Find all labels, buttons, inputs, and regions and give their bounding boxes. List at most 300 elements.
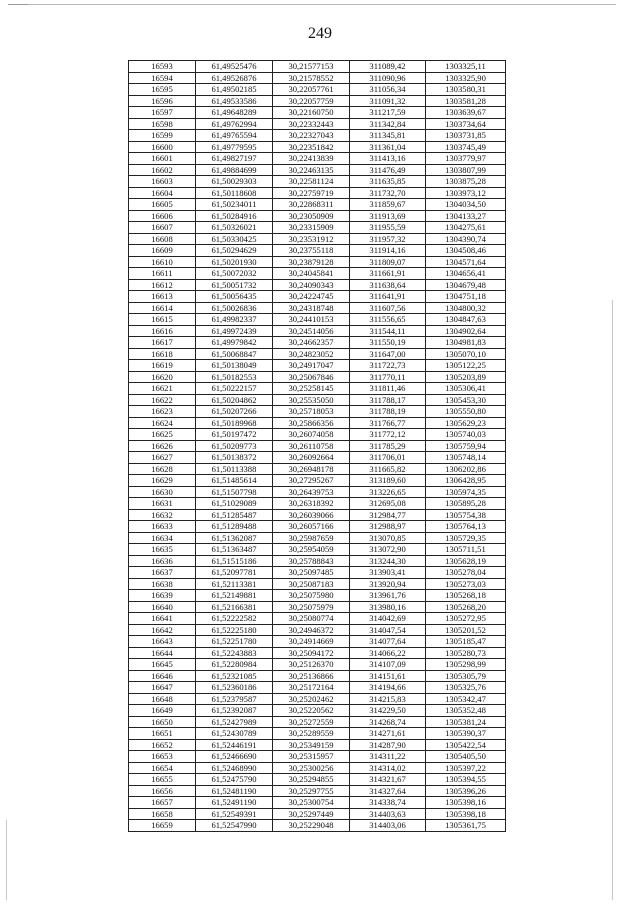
table-row [129, 348, 506, 360]
longitude-cell: 30,25954059 [273, 544, 350, 556]
longitude-cell: 30,26057166 [273, 521, 350, 533]
table-row [129, 486, 506, 498]
point-number-cell: 16646 [129, 670, 196, 682]
table-row [129, 337, 506, 349]
longitude-cell: 30,22351842 [273, 141, 350, 153]
x-coordinate-cell: 311638,64 [350, 279, 426, 291]
table-row [129, 417, 506, 429]
x-coordinate-cell: 314107,09 [350, 659, 426, 671]
y-coordinate-cell: 1305201,52 [426, 624, 506, 636]
latitude-cell: 61,52360186 [196, 682, 273, 694]
y-coordinate-cell: 1303731,85 [426, 130, 506, 142]
point-number-cell: 16606 [129, 210, 196, 222]
point-number-cell: 16655 [129, 774, 196, 786]
x-coordinate-cell: 311766,77 [350, 417, 426, 429]
latitude-cell: 61,50182553 [196, 371, 273, 383]
y-coordinate-cell: 1304571,64 [426, 256, 506, 268]
y-coordinate-cell: 1305398,16 [426, 797, 506, 809]
latitude-cell: 61,52321085 [196, 670, 273, 682]
point-number-cell: 16619 [129, 360, 196, 372]
point-number-cell: 16621 [129, 383, 196, 395]
table-row [129, 498, 506, 510]
x-coordinate-cell: 312988,97 [350, 521, 426, 533]
table-row [129, 624, 506, 636]
y-coordinate-cell: 1304981,83 [426, 337, 506, 349]
longitude-cell: 30,22327043 [273, 130, 350, 142]
y-coordinate-cell: 1305422,54 [426, 739, 506, 751]
latitude-cell: 61,52547990 [196, 820, 273, 832]
latitude-cell: 61,51515186 [196, 555, 273, 567]
table-row [129, 463, 506, 475]
table-row [129, 210, 506, 222]
y-coordinate-cell: 1303734,64 [426, 118, 506, 130]
x-coordinate-cell: 311089,42 [350, 61, 426, 73]
table-row [129, 61, 506, 73]
latitude-cell: 61,52430789 [196, 728, 273, 740]
table-row [129, 256, 506, 268]
latitude-cell: 61,50201930 [196, 256, 273, 268]
y-coordinate-cell: 1305550,80 [426, 406, 506, 418]
y-coordinate-cell: 1305398,18 [426, 808, 506, 820]
point-number-cell: 16654 [129, 762, 196, 774]
point-number-cell: 16623 [129, 406, 196, 418]
x-coordinate-cell: 313189,60 [350, 475, 426, 487]
x-coordinate-cell: 311722,73 [350, 360, 426, 372]
x-coordinate-cell: 314229,50 [350, 705, 426, 717]
table-row [129, 360, 506, 372]
longitude-cell: 30,25300754 [273, 797, 350, 809]
x-coordinate-cell: 311641,91 [350, 291, 426, 303]
x-coordinate-cell: 314268,74 [350, 716, 426, 728]
longitude-cell: 30,24917047 [273, 360, 350, 372]
longitude-cell: 30,24914669 [273, 636, 350, 648]
y-coordinate-cell: 1305306,41 [426, 383, 506, 395]
y-coordinate-cell: 1305361,75 [426, 820, 506, 832]
point-number-cell: 16651 [129, 728, 196, 740]
point-number-cell: 16644 [129, 647, 196, 659]
y-coordinate-cell: 1303581,28 [426, 95, 506, 107]
point-number-cell: 16648 [129, 693, 196, 705]
longitude-cell: 30,22463135 [273, 164, 350, 176]
latitude-cell: 61,50068847 [196, 348, 273, 360]
y-coordinate-cell: 1305273,03 [426, 578, 506, 590]
point-number-cell: 16613 [129, 291, 196, 303]
y-coordinate-cell: 1305711,51 [426, 544, 506, 556]
y-coordinate-cell: 1304902,64 [426, 325, 506, 337]
longitude-cell: 30,26318392 [273, 498, 350, 510]
latitude-cell: 61,50284916 [196, 210, 273, 222]
x-coordinate-cell: 311913,69 [350, 210, 426, 222]
latitude-cell: 61,52392087 [196, 705, 273, 717]
latitude-cell: 61,51362087 [196, 532, 273, 544]
point-number-cell: 16641 [129, 613, 196, 625]
table-row [129, 406, 506, 418]
point-number-cell: 16600 [129, 141, 196, 153]
latitude-cell: 61,52379587 [196, 693, 273, 705]
point-number-cell: 16610 [129, 256, 196, 268]
point-number-cell: 16617 [129, 337, 196, 349]
longitude-cell: 30,23315909 [273, 222, 350, 234]
table-row [129, 739, 506, 751]
y-coordinate-cell: 1306202,86 [426, 463, 506, 475]
x-coordinate-cell: 311635,85 [350, 176, 426, 188]
longitude-cell: 30,25297449 [273, 808, 350, 820]
x-coordinate-cell: 314151,61 [350, 670, 426, 682]
x-coordinate-cell: 314311,22 [350, 751, 426, 763]
coordinates-table-body [129, 61, 506, 832]
x-coordinate-cell: 314077,64 [350, 636, 426, 648]
latitude-cell: 61,49526876 [196, 72, 273, 84]
longitude-cell: 30,24045841 [273, 268, 350, 280]
x-coordinate-cell: 312984,77 [350, 509, 426, 521]
latitude-cell: 61,50113388 [196, 463, 273, 475]
table-row [129, 245, 506, 257]
x-coordinate-cell: 311785,29 [350, 440, 426, 452]
latitude-cell: 61,50138049 [196, 360, 273, 372]
table-row [129, 808, 506, 820]
longitude-cell: 30,24514056 [273, 325, 350, 337]
y-coordinate-cell: 1305453,30 [426, 394, 506, 406]
longitude-cell: 30,22160750 [273, 107, 350, 119]
table-row [129, 751, 506, 763]
table-row [129, 279, 506, 291]
longitude-cell: 30,25136866 [273, 670, 350, 682]
longitude-cell: 30,25067846 [273, 371, 350, 383]
x-coordinate-cell: 313244,30 [350, 555, 426, 567]
table-row [129, 383, 506, 395]
point-number-cell: 16608 [129, 233, 196, 245]
x-coordinate-cell: 313070,85 [350, 532, 426, 544]
longitude-cell: 30,22057761 [273, 84, 350, 96]
longitude-cell: 30,24090343 [273, 279, 350, 291]
table-row [129, 268, 506, 280]
y-coordinate-cell: 1303973,12 [426, 187, 506, 199]
longitude-cell: 30,26439753 [273, 486, 350, 498]
longitude-cell: 30,25087183 [273, 578, 350, 590]
x-coordinate-cell: 311809,07 [350, 256, 426, 268]
x-coordinate-cell: 311607,56 [350, 302, 426, 314]
latitude-cell: 61,51363487 [196, 544, 273, 556]
y-coordinate-cell: 1305740,03 [426, 429, 506, 441]
y-coordinate-cell: 1305629,23 [426, 417, 506, 429]
latitude-cell: 61,52468990 [196, 762, 273, 774]
latitude-cell: 61,50294629 [196, 245, 273, 257]
table-row [129, 567, 506, 579]
latitude-cell: 61,49762994 [196, 118, 273, 130]
table-row [129, 774, 506, 786]
longitude-cell: 30,22413839 [273, 153, 350, 165]
table-row [129, 544, 506, 556]
y-coordinate-cell: 1305381,24 [426, 716, 506, 728]
y-coordinate-cell: 1305396,26 [426, 785, 506, 797]
table-row [129, 578, 506, 590]
y-coordinate-cell: 1305628,19 [426, 555, 506, 567]
table-row [129, 291, 506, 303]
y-coordinate-cell: 1305729,35 [426, 532, 506, 544]
table-row [129, 153, 506, 165]
table-row [129, 785, 506, 797]
y-coordinate-cell: 1304847,63 [426, 314, 506, 326]
y-coordinate-cell: 1305748,14 [426, 452, 506, 464]
longitude-cell: 30,23050909 [273, 210, 350, 222]
point-number-cell: 16603 [129, 176, 196, 188]
x-coordinate-cell: 311413,16 [350, 153, 426, 165]
x-coordinate-cell: 311661,91 [350, 268, 426, 280]
x-coordinate-cell: 314194,66 [350, 682, 426, 694]
point-number-cell: 16625 [129, 429, 196, 441]
x-coordinate-cell: 311361,04 [350, 141, 426, 153]
latitude-cell: 61,52491190 [196, 797, 273, 809]
table-row [129, 682, 506, 694]
point-number-cell: 16620 [129, 371, 196, 383]
table-row [129, 325, 506, 337]
coordinates-table [128, 60, 506, 832]
y-coordinate-cell: 1303745,49 [426, 141, 506, 153]
table-row [129, 176, 506, 188]
y-coordinate-cell: 1305764,13 [426, 521, 506, 533]
longitude-cell: 30,23879128 [273, 256, 350, 268]
latitude-cell: 61,50118608 [196, 187, 273, 199]
table-row [129, 601, 506, 613]
y-coordinate-cell: 1305298,99 [426, 659, 506, 671]
x-coordinate-cell: 312695,08 [350, 498, 426, 510]
point-number-cell: 16639 [129, 590, 196, 602]
latitude-cell: 61,49533586 [196, 95, 273, 107]
point-number-cell: 16599 [129, 130, 196, 142]
y-coordinate-cell: 1303580,31 [426, 84, 506, 96]
y-coordinate-cell: 1304133,27 [426, 210, 506, 222]
y-coordinate-cell: 1303639,67 [426, 107, 506, 119]
point-number-cell: 16629 [129, 475, 196, 487]
x-coordinate-cell: 311056,34 [350, 84, 426, 96]
table-row [129, 141, 506, 153]
table-row [129, 509, 506, 521]
latitude-cell: 61,52113381 [196, 578, 273, 590]
latitude-cell: 61,49648289 [196, 107, 273, 119]
y-coordinate-cell: 1305305,79 [426, 670, 506, 682]
longitude-cell: 30,22868311 [273, 199, 350, 211]
x-coordinate-cell: 314047,54 [350, 624, 426, 636]
longitude-cell: 30,25535050 [273, 394, 350, 406]
latitude-cell: 61,51029089 [196, 498, 273, 510]
point-number-cell: 16647 [129, 682, 196, 694]
longitude-cell: 30,24662357 [273, 337, 350, 349]
latitude-cell: 61,51289488 [196, 521, 273, 533]
latitude-cell: 61,52251780 [196, 636, 273, 648]
longitude-cell: 30,25126370 [273, 659, 350, 671]
latitude-cell: 61,52475790 [196, 774, 273, 786]
point-number-cell: 16618 [129, 348, 196, 360]
x-coordinate-cell: 314327,64 [350, 785, 426, 797]
longitude-cell: 30,24224745 [273, 291, 350, 303]
y-coordinate-cell: 1303779,97 [426, 153, 506, 165]
latitude-cell: 61,52166381 [196, 601, 273, 613]
point-number-cell: 16633 [129, 521, 196, 533]
point-number-cell: 16645 [129, 659, 196, 671]
point-number-cell: 16634 [129, 532, 196, 544]
y-coordinate-cell: 1304800,32 [426, 302, 506, 314]
x-coordinate-cell: 311550,19 [350, 337, 426, 349]
point-number-cell: 16628 [129, 463, 196, 475]
x-coordinate-cell: 313072,90 [350, 544, 426, 556]
y-coordinate-cell: 1306428,95 [426, 475, 506, 487]
point-number-cell: 16609 [129, 245, 196, 257]
x-coordinate-cell: 311217,59 [350, 107, 426, 119]
latitude-cell: 61,50189968 [196, 417, 273, 429]
longitude-cell: 30,22332443 [273, 118, 350, 130]
latitude-cell: 61,50234011 [196, 199, 273, 211]
table-row [129, 394, 506, 406]
longitude-cell: 30,27295267 [273, 475, 350, 487]
point-number-cell: 16630 [129, 486, 196, 498]
latitude-cell: 61,49972439 [196, 325, 273, 337]
y-coordinate-cell: 1305974,35 [426, 486, 506, 498]
table-row [129, 728, 506, 740]
table-row [129, 371, 506, 383]
point-number-cell: 16597 [129, 107, 196, 119]
point-number-cell: 16616 [129, 325, 196, 337]
table-row [129, 429, 506, 441]
latitude-cell: 61,49884699 [196, 164, 273, 176]
scan-top-edge [28, 4, 616, 5]
latitude-cell: 61,51485614 [196, 475, 273, 487]
longitude-cell: 30,24946372 [273, 624, 350, 636]
y-coordinate-cell: 1305185,47 [426, 636, 506, 648]
x-coordinate-cell: 314403,06 [350, 820, 426, 832]
longitude-cell: 30,23531912 [273, 233, 350, 245]
latitude-cell: 61,49525476 [196, 61, 273, 73]
longitude-cell: 30,26110758 [273, 440, 350, 452]
x-coordinate-cell: 311957,32 [350, 233, 426, 245]
longitude-cell: 30,25094172 [273, 647, 350, 659]
point-number-cell: 16643 [129, 636, 196, 648]
table-row [129, 440, 506, 452]
x-coordinate-cell: 311955,59 [350, 222, 426, 234]
x-coordinate-cell: 311732,70 [350, 187, 426, 199]
point-number-cell: 16624 [129, 417, 196, 429]
y-coordinate-cell: 1305394,55 [426, 774, 506, 786]
point-number-cell: 16656 [129, 785, 196, 797]
x-coordinate-cell: 313980,16 [350, 601, 426, 613]
x-coordinate-cell: 314338,74 [350, 797, 426, 809]
longitude-cell: 30,21578552 [273, 72, 350, 84]
table-row [129, 705, 506, 717]
y-coordinate-cell: 1305268,20 [426, 601, 506, 613]
table-row [129, 84, 506, 96]
x-coordinate-cell: 314042,69 [350, 613, 426, 625]
y-coordinate-cell: 1303875,28 [426, 176, 506, 188]
latitude-cell: 61,49982337 [196, 314, 273, 326]
x-coordinate-cell: 314215,83 [350, 693, 426, 705]
x-coordinate-cell: 311476,49 [350, 164, 426, 176]
table-row [129, 72, 506, 84]
x-coordinate-cell: 311647,00 [350, 348, 426, 360]
point-number-cell: 16596 [129, 95, 196, 107]
longitude-cell: 30,24410153 [273, 314, 350, 326]
x-coordinate-cell: 311091,32 [350, 95, 426, 107]
latitude-cell: 61,49779595 [196, 141, 273, 153]
latitude-cell: 61,52466690 [196, 751, 273, 763]
point-number-cell: 16635 [129, 544, 196, 556]
latitude-cell: 61,50204862 [196, 394, 273, 406]
longitude-cell: 30,25297755 [273, 785, 350, 797]
y-coordinate-cell: 1303325,90 [426, 72, 506, 84]
longitude-cell: 30,22759719 [273, 187, 350, 199]
y-coordinate-cell: 1305268,18 [426, 590, 506, 602]
point-number-cell: 16640 [129, 601, 196, 613]
x-coordinate-cell: 313920,94 [350, 578, 426, 590]
latitude-cell: 61,52225180 [196, 624, 273, 636]
latitude-cell: 61,52280984 [196, 659, 273, 671]
longitude-cell: 30,25258145 [273, 383, 350, 395]
scan-right-edge [612, 300, 613, 900]
latitude-cell: 61,50207266 [196, 406, 273, 418]
x-coordinate-cell: 314321,67 [350, 774, 426, 786]
x-coordinate-cell: 313961,76 [350, 590, 426, 602]
longitude-cell: 30,25172164 [273, 682, 350, 694]
latitude-cell: 61,52243883 [196, 647, 273, 659]
point-number-cell: 16631 [129, 498, 196, 510]
longitude-cell: 30,25289559 [273, 728, 350, 740]
longitude-cell: 30,23755118 [273, 245, 350, 257]
table-row [129, 762, 506, 774]
table-row [129, 716, 506, 728]
y-coordinate-cell: 1304390,74 [426, 233, 506, 245]
x-coordinate-cell: 311772,12 [350, 429, 426, 441]
point-number-cell: 16659 [129, 820, 196, 832]
x-coordinate-cell: 313226,65 [350, 486, 426, 498]
x-coordinate-cell: 314066,22 [350, 647, 426, 659]
longitude-cell: 30,25220562 [273, 705, 350, 717]
x-coordinate-cell: 311665,82 [350, 463, 426, 475]
latitude-cell: 61,50072032 [196, 268, 273, 280]
longitude-cell: 30,25075979 [273, 601, 350, 613]
longitude-cell: 30,25229048 [273, 820, 350, 832]
point-number-cell: 16652 [129, 739, 196, 751]
point-number-cell: 16598 [129, 118, 196, 130]
y-coordinate-cell: 1305397,22 [426, 762, 506, 774]
table-row [129, 164, 506, 176]
table-row [129, 670, 506, 682]
y-coordinate-cell: 1305754,38 [426, 509, 506, 521]
latitude-cell: 61,50051732 [196, 279, 273, 291]
latitude-cell: 61,52549391 [196, 808, 273, 820]
longitude-cell: 30,25202462 [273, 693, 350, 705]
y-coordinate-cell: 1304508,46 [426, 245, 506, 257]
y-coordinate-cell: 1305325,76 [426, 682, 506, 694]
point-number-cell: 16622 [129, 394, 196, 406]
latitude-cell: 61,49979842 [196, 337, 273, 349]
x-coordinate-cell: 314287,90 [350, 739, 426, 751]
y-coordinate-cell: 1305342,47 [426, 693, 506, 705]
longitude-cell: 30,26074058 [273, 429, 350, 441]
longitude-cell: 30,22581124 [273, 176, 350, 188]
table-row [129, 532, 506, 544]
latitude-cell: 61,50326021 [196, 222, 273, 234]
point-number-cell: 16593 [129, 61, 196, 73]
longitude-cell: 30,25315957 [273, 751, 350, 763]
y-coordinate-cell: 1305280,73 [426, 647, 506, 659]
point-number-cell: 16626 [129, 440, 196, 452]
latitude-cell: 61,50222157 [196, 383, 273, 395]
longitude-cell: 30,25300256 [273, 762, 350, 774]
x-coordinate-cell: 311788,19 [350, 406, 426, 418]
y-coordinate-cell: 1304679,48 [426, 279, 506, 291]
latitude-cell: 61,50029303 [196, 176, 273, 188]
point-number-cell: 16607 [129, 222, 196, 234]
latitude-cell: 61,49765594 [196, 130, 273, 142]
y-coordinate-cell: 1304275,61 [426, 222, 506, 234]
